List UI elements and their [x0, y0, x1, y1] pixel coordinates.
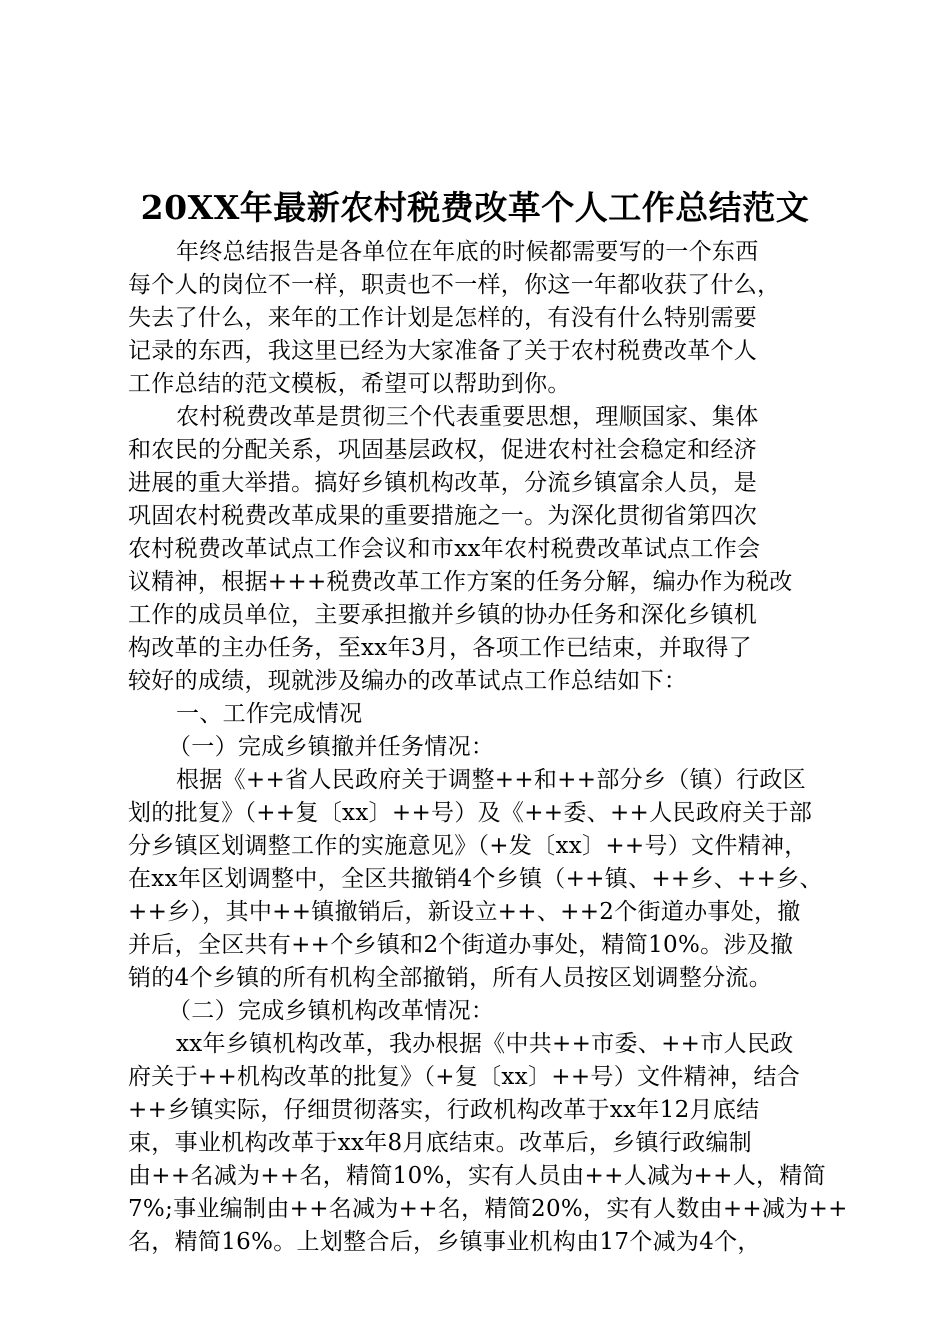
section-heading: 一、工作完成情况	[176, 701, 363, 727]
text-line: 巩固农村税费改革成果的重要措施之一。为深化贯彻省第四次	[128, 503, 758, 529]
text-line: 府关于++机构改革的批复》（+复〔xx〕++号）文件精神，结合	[128, 1064, 801, 1090]
text-line: 较好的成绩，现就涉及编办的改革试点工作总结如下：	[128, 668, 688, 694]
text-line: 名，精简16%。上划整合后，乡镇事业机构由17个减为4个，	[128, 1229, 761, 1255]
text-line: 束，事业机构改革于xx年8月底结束。改革后，乡镇行政编制	[128, 1130, 752, 1156]
text-line: 失去了什么，来年的工作计划是怎样的，有没有什么特别需要	[128, 305, 758, 331]
text-line: 划的批复》（++复〔xx〕++号）及《++委、++人民政府关于部	[128, 800, 813, 826]
text-line: 分乡镇区划调整工作的实施意见》（+发〔xx〕++号）文件精神，	[128, 833, 808, 859]
text-line: 工作总结的范文模板，希望可以帮助到你。	[128, 371, 571, 397]
text-line: 进展的重大举措。搞好乡镇机构改革，分流乡镇富余人员，是	[128, 470, 758, 496]
text-line: 年终总结报告是各单位在年底的时候都需要写的一个东西	[176, 239, 759, 265]
text-line: 农村税费改革是贯彻三个代表重要思想，理顺国家、集体	[176, 404, 759, 430]
text-line: xx年乡镇机构改革，我办根据《中共++市委、++市人民政	[176, 1031, 794, 1057]
text-line: 7%;事业编制由++名减为++名，精简20%，实有人数由++减为++	[128, 1196, 848, 1222]
text-line: ++乡），其中++镇撤销后，新设立++、++2个街道办事处，撤	[128, 899, 801, 925]
subsection-heading: （一）完成乡镇撤并任务情况：	[168, 734, 495, 760]
text-line: ++乡镇实际，仔细贯彻落实，行政机构改革于xx年12月底结	[128, 1097, 760, 1123]
text-line: 议精神，根据+++税费改革工作方案的任务分解，编办作为税改	[128, 569, 793, 595]
document-title: 20XX年最新农村税费改革个人工作总结范文	[140, 188, 810, 227]
text-line: 记录的东西，我这里已经为大家准备了关于农村税费改革个人	[128, 338, 758, 364]
text-line: 根据《++省人民政府关于调整++和++部分乡（镇）行政区	[176, 767, 807, 793]
subsection-heading: （二）完成乡镇机构改革情况：	[168, 998, 495, 1024]
text-line: 工作的成员单位，主要承担撤并乡镇的协办任务和深化乡镇机	[128, 602, 758, 628]
text-line: 构改革的主办任务，至xx年3月，各项工作已结束，并取得了	[128, 635, 752, 661]
text-line: 在xx年区划调整中，全区共撤销4个乡镇（++镇、++乡、++乡、	[128, 866, 823, 892]
text-line: 和农民的分配关系，巩固基层政权，促进农村社会稳定和经济	[128, 437, 758, 463]
text-line: 由++名减为++名，精简10%，实有人员由++人减为++人，精简	[128, 1163, 826, 1189]
text-line: 每个人的岗位不一样，职责也不一样，你这一年都收获了什么，	[128, 272, 781, 298]
text-line: 农村税费改革试点工作会议和市xx年农村税费改革试点工作会	[128, 536, 761, 562]
text-line: 销的4个乡镇的所有机构全部撤销，所有人员按区划调整分流。	[128, 965, 773, 991]
text-line: 并后，全区共有++个乡镇和2个街道办事处，精简10%。涉及撤	[128, 932, 794, 958]
document-body	[128, 236, 848, 1259]
